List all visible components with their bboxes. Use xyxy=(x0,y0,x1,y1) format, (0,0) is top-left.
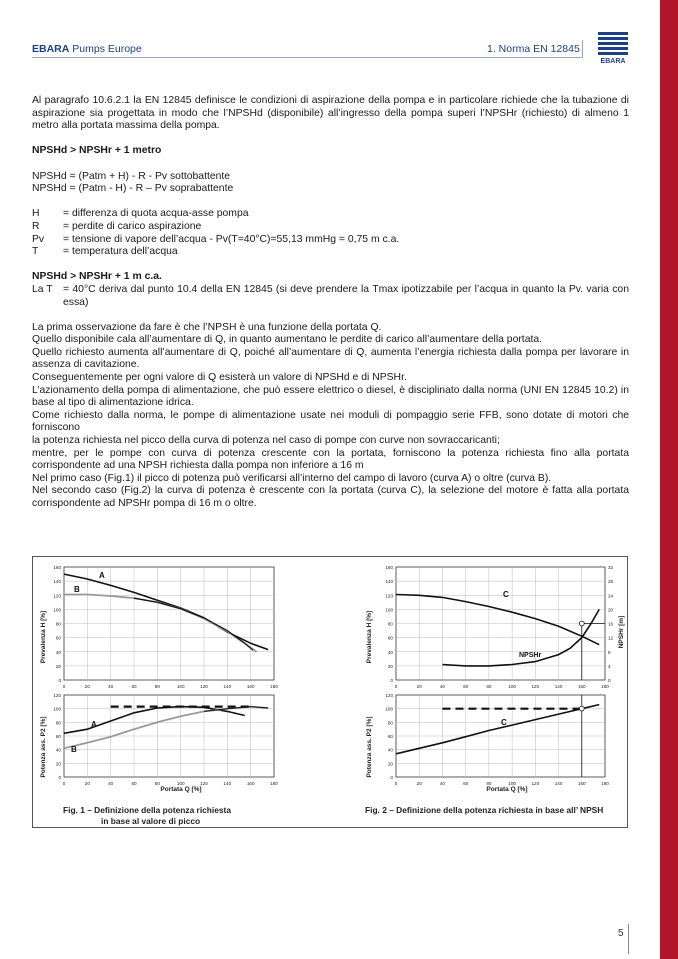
x-tick-label: 180 xyxy=(270,781,278,786)
y-tick-label: 0 xyxy=(390,678,393,683)
header-divider xyxy=(32,57,583,58)
definition-symbol: Pv xyxy=(32,233,45,245)
x-tick-label: 20 xyxy=(416,781,422,786)
paragraph: la potenza richiesta nel picco della curva di potenza nel caso di pompe con curve non sovraccaricanti; xyxy=(32,435,500,447)
condition-heading-2: NPSHd > NPSHr + 1 m c.a. xyxy=(32,271,162,283)
curve-c-power xyxy=(396,705,599,754)
header-separator xyxy=(582,40,583,58)
definition-symbol: T xyxy=(32,246,39,258)
y-tick-label: 140 xyxy=(385,579,393,585)
y2-tick-label: 24 xyxy=(608,593,614,599)
figure-2 xyxy=(333,557,627,827)
accent-bar xyxy=(660,0,678,959)
fig2-top-plot xyxy=(385,565,613,689)
fig1-bottom-ylabel: Potenza ass. P2 [%] xyxy=(40,716,47,778)
x-tick-label: 120 xyxy=(531,684,540,689)
y-tick-label: 100 xyxy=(53,706,61,712)
definition-row xyxy=(32,234,399,247)
x-tick-label: 20 xyxy=(416,684,422,689)
x-tick-label: 60 xyxy=(463,781,469,786)
x-tick-label: 40 xyxy=(108,781,114,786)
y-tick-label: 20 xyxy=(55,761,61,767)
x-tick-label: 180 xyxy=(601,781,609,786)
y-tick-label: 100 xyxy=(385,706,393,712)
definition-text: = differenza di quota acqua-asse pompa xyxy=(63,208,249,220)
paragraph: L’azionamento della pompa di alimentazione, che può essere elettrico o diesel, è disciplinato dalla norma (UNI EN 12845 10.2) in base al tipo di alimentazione idrica. xyxy=(32,384,629,409)
y-tick-label: 0 xyxy=(390,775,393,780)
x-tick-label: 0 xyxy=(62,781,66,786)
y-tick-label: 120 xyxy=(53,693,61,698)
document-body xyxy=(32,95,629,511)
y-tick-label: 40 xyxy=(55,747,61,753)
fig2-top-ylabel: Prevalenza H [%] xyxy=(366,610,373,664)
intro-paragraph: Al paragrafo 10.6.2.1 la EN 12845 definisce le condizioni di aspirazione della pompa e in particolare richiede che la tubazione di aspirazione sia progettata in modo che l’NPSHd (disponibile) all’ingresso della pompa superi l’NPSHr (richiesto) di almeno 1 metro alla portata massima della pompa. xyxy=(32,95,629,132)
figures-panel xyxy=(32,556,628,828)
x-tick-label: 60 xyxy=(463,684,469,689)
y-tick-label: 60 xyxy=(387,635,393,641)
paragraph: Conseguentemente per ogni valore di Q esisterà un valore di NPSHd e di NPSHr. xyxy=(32,372,407,384)
y-tick-label: 40 xyxy=(55,649,61,655)
y-tick-label: 160 xyxy=(53,565,61,570)
y-tick-label: 120 xyxy=(385,693,393,698)
fig2-caption: Fig. 2 – Definizione della potenza richiesta in base all’ NPSH xyxy=(365,805,604,815)
fig1-caption-line1: Fig. 1 – Definizione della potenza richiesta xyxy=(63,805,232,815)
definition-text: = temperatura dell’acqua xyxy=(63,246,178,258)
y-tick-label: 0 xyxy=(58,775,61,780)
paragraph: Nel secondo caso (Fig.2) la curva di potenza è crescente con la portata (curva C), la selezione del motore è fatta alla portata corrispondente ad NPSHr pompa di 16 m o oltre. xyxy=(32,485,629,509)
fig2-npshr-label: NPSHr xyxy=(519,652,542,659)
fig2-xlabel: Portata Q [%] xyxy=(486,786,528,793)
x-tick-label: 100 xyxy=(508,781,516,786)
paragraph: mentre, per le pompe con curva di potenza crescente con la portata, forniscono la potenza richiesta fino alla portata corrispondente ad una NPSH richiesta dalla pompa non inferiore a 16 m xyxy=(32,447,629,472)
y-tick-label: 120 xyxy=(53,593,61,599)
fig1-label-b-bottom: B xyxy=(71,745,77,754)
definition-symbol: R xyxy=(32,220,40,232)
y2-tick-label: 32 xyxy=(608,565,614,570)
x-tick-label: 180 xyxy=(270,684,278,689)
x-tick-label: 0 xyxy=(62,684,66,689)
power-selection-point xyxy=(579,706,584,711)
x-tick-label: 100 xyxy=(176,684,185,689)
ebara-logo-icon xyxy=(595,30,631,64)
fig2-label-c-top: C xyxy=(503,590,509,599)
x-tick-label: 80 xyxy=(486,684,492,689)
definitions-list xyxy=(32,208,399,258)
y-tick-label: 20 xyxy=(387,663,393,669)
fig1-top-plot xyxy=(53,565,278,689)
temperature-note xyxy=(32,284,629,309)
fig1-label-a-top: A xyxy=(99,571,105,580)
x-tick-label: 120 xyxy=(200,781,208,786)
logo-text: EBARA xyxy=(600,58,626,64)
fig1-top-ylabel: Prevalenza H [%] xyxy=(40,610,47,664)
fig1-xlabel: Portata Q [%] xyxy=(160,786,202,793)
x-tick-label: 80 xyxy=(154,781,160,786)
x-tick-label: 60 xyxy=(131,781,137,786)
curve-c-head xyxy=(396,595,599,645)
paragraph: Quello richiesto aumenta all’aumentare di Q, poiché all’aumentare di Q, aumenta l’energia richiesta dalla pompa per lavorare in assenza di cavitazione. xyxy=(32,346,629,371)
fig1-label-b-top: B xyxy=(74,585,80,594)
y2-tick-label: 16 xyxy=(608,621,614,627)
x-tick-label: 80 xyxy=(486,781,492,786)
y-tick-label: 40 xyxy=(387,747,393,753)
figure-1 xyxy=(33,557,333,827)
y-tick-label: 160 xyxy=(385,565,393,570)
fig1-bottom-plot xyxy=(53,693,278,786)
y2-tick-label: 4 xyxy=(608,663,611,669)
y2-tick-label: 12 xyxy=(608,635,614,641)
brand-rest: Pumps Europe xyxy=(69,43,142,55)
curve-b-head-overlay xyxy=(134,598,253,650)
x-tick-label: 80 xyxy=(154,684,160,689)
definition-text: = perdite di carico aspirazione xyxy=(63,220,202,232)
y2-tick-label: 8 xyxy=(608,649,611,655)
brand-bold: EBARA xyxy=(32,43,70,55)
x-tick-label: 0 xyxy=(394,781,398,786)
x-tick-label: 140 xyxy=(554,781,563,786)
x-tick-label: 20 xyxy=(84,781,90,786)
fig2-bottom-ylabel: Potenza ass. P2 [%] xyxy=(366,716,373,778)
definition-row xyxy=(32,208,399,221)
x-tick-label: 120 xyxy=(531,781,540,786)
formula-1: NPSHd = (Patm + H) - R - Pv sottobattente xyxy=(32,170,231,182)
x-tick-label: 140 xyxy=(223,684,232,689)
definition-text: = tensione di vapore dell’acqua - Pv(T=40°C)=55,13 mmHg = 0,75 m c.a. xyxy=(63,233,400,245)
paragraph: La prima osservazione da fare è che l’NPSH è una funzione della portata Q. xyxy=(32,321,382,333)
definition-row xyxy=(32,221,399,234)
x-tick-label: 160 xyxy=(246,684,255,689)
x-tick-label: 120 xyxy=(200,684,208,689)
y-tick-label: 60 xyxy=(55,635,61,641)
y-tick-label: 80 xyxy=(387,720,393,726)
paragraph: Come richiesto dalla norma, le pompe di alimentazione usate nei moduli di pompaggio serie FFB, sono dotate di motori che forniscono xyxy=(32,409,629,434)
temperature-note-text: = 40°C deriva dal punto 10.4 della EN 12845 (si deve prendere la Tmax ipotizzabile per l’acqua in quanto la Pv. varia con essa) xyxy=(63,283,629,308)
condition-heading-1: NPSHd > NPSHr + 1 metro xyxy=(32,145,162,157)
footer-separator xyxy=(628,924,629,954)
x-tick-label: 100 xyxy=(176,781,185,786)
fig2-right-ylabel: NPSHr [m] xyxy=(618,615,625,649)
x-tick-label: 140 xyxy=(223,781,232,786)
y2-tick-label: 28 xyxy=(608,579,614,585)
formula-2: NPSHd = (Patm - H) - R – Pv soprabattente xyxy=(32,183,234,195)
x-tick-label: 160 xyxy=(246,781,255,786)
y-tick-label: 120 xyxy=(385,593,393,599)
x-tick-label: 140 xyxy=(554,684,563,689)
y-tick-label: 140 xyxy=(53,579,61,585)
temperature-note-label: La T xyxy=(32,283,53,295)
fig2-bottom-plot xyxy=(385,693,609,786)
definition-symbol: H xyxy=(32,208,40,220)
paragraph: Quello disponibile cala all’aumentare di Q, in quanto aumentano le perdite di carico all’aumentare della portata. xyxy=(32,334,543,346)
y-tick-label: 80 xyxy=(387,621,393,627)
x-tick-label: 100 xyxy=(508,684,516,689)
x-tick-label: 60 xyxy=(131,684,137,689)
x-tick-label: 40 xyxy=(108,684,114,689)
x-tick-label: 160 xyxy=(577,781,586,786)
y-tick-label: 40 xyxy=(387,649,393,655)
x-tick-label: 0 xyxy=(394,684,398,689)
npsh-intersection-point xyxy=(579,621,584,626)
x-tick-label: 20 xyxy=(84,684,90,689)
y-tick-label: 20 xyxy=(55,663,61,669)
x-tick-label: 40 xyxy=(439,684,446,689)
y-tick-label: 20 xyxy=(387,761,393,767)
y-tick-label: 100 xyxy=(53,607,61,613)
fig1-caption-line2: in base al valore di picco xyxy=(101,816,201,826)
y-tick-label: 80 xyxy=(55,621,61,627)
y2-tick-label: 0 xyxy=(608,678,611,683)
header-section: 1. Norma EN 12845 xyxy=(487,43,580,55)
y-tick-label: 60 xyxy=(55,734,61,739)
y-tick-label: 100 xyxy=(385,607,393,613)
x-tick-label: 40 xyxy=(439,781,446,786)
paragraph: Nel primo caso (Fig.1) il picco di potenza può verificarsi all’interno del campo di lavoro (curva A) o oltre (curva B). xyxy=(32,472,552,484)
y2-tick-label: 20 xyxy=(608,607,614,613)
fig2-label-c-bottom: C xyxy=(501,718,507,727)
y-tick-label: 80 xyxy=(55,720,61,726)
page-number: 5 xyxy=(618,928,624,939)
header-brand xyxy=(32,43,142,55)
fig1-label-a-bottom: A xyxy=(91,720,97,729)
y-tick-label: 60 xyxy=(387,734,393,739)
x-tick-label: 180 xyxy=(601,684,609,689)
definition-row xyxy=(32,246,399,259)
y-tick-label: 0 xyxy=(58,678,61,683)
x-tick-label: 160 xyxy=(577,684,586,689)
